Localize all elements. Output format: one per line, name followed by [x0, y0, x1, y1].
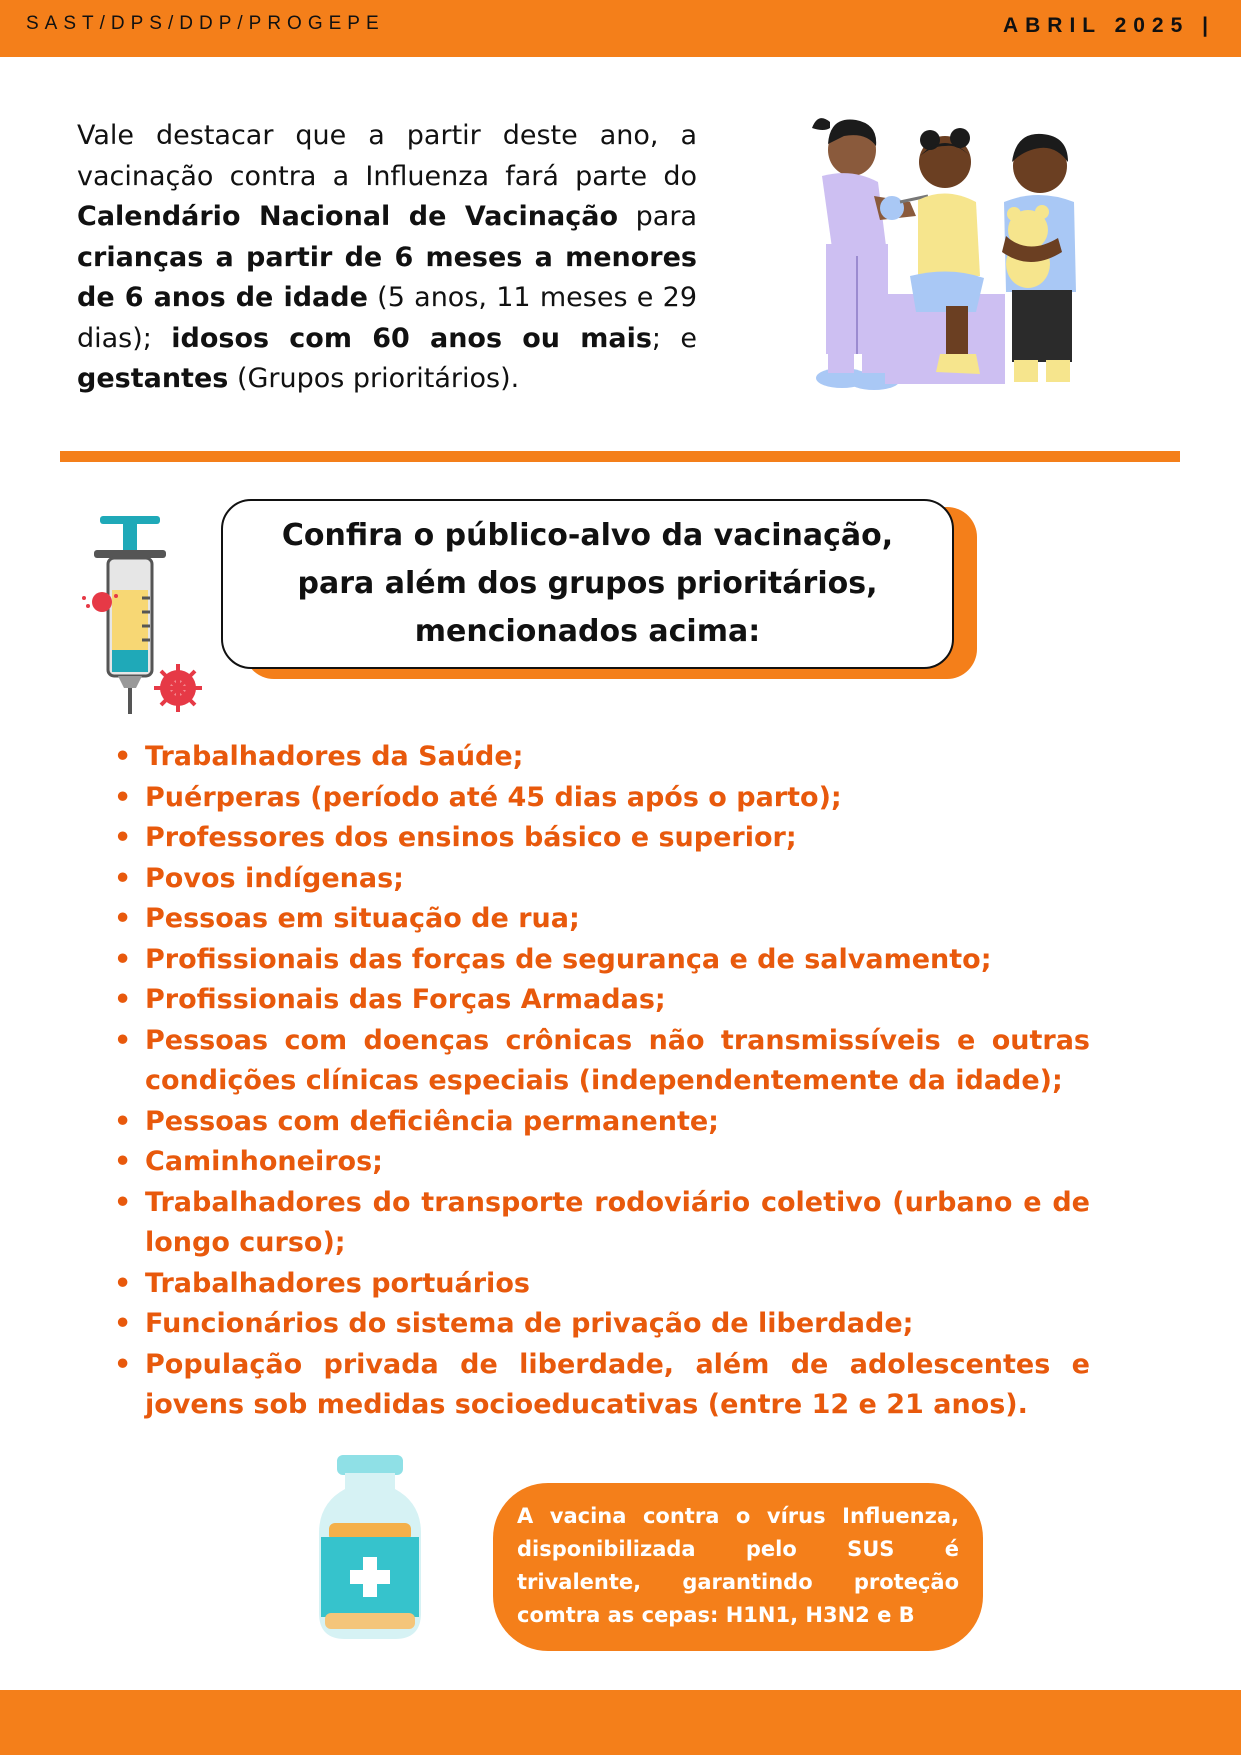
list-item: • Puérperas (período até 45 dias após o parto); — [110, 778, 1090, 819]
section-divider — [60, 451, 1180, 462]
list-item: • Trabalhadores da Saúde; — [110, 737, 1090, 778]
header-department: SAST/DPS/DDP/PROGEPE — [26, 13, 385, 34]
intro-paragraph — [77, 116, 697, 400]
intro-text: (5 anos, 11 meses e 29 dias); — [77, 282, 698, 354]
note-box — [493, 1483, 983, 1651]
list-item: • Funcionários do sistema de privação de liberdade; — [110, 1304, 1090, 1345]
intro-text: (Grupos prioritários). — [228, 363, 520, 394]
list-item: • Pessoas em situação de rua; — [110, 899, 1090, 940]
callout-line: mencionados acima: — [414, 614, 761, 649]
footer-bar — [0, 1690, 1241, 1755]
intro-bold-calendar: Calendário Nacional de Vacinação — [77, 201, 618, 232]
intro-text: Vale destacar que a partir deste ano, a vacinação contra a Influenza fará parte do — [77, 120, 697, 192]
list-item: • Profissionais das Forças Armadas; — [110, 980, 1090, 1021]
list-item: • Povos indígenas; — [110, 859, 1090, 900]
intro-text: ; e — [651, 322, 698, 354]
callout-heading — [282, 512, 893, 656]
target-audience-list — [110, 737, 1090, 1426]
callout-line: para além dos grupos prioritários, — [297, 566, 878, 601]
note-text: A vacina contra o vírus Influenza, disponibilizada pelo SUS é trivalente, garantindo proteção comtra as cepas: H1N1, H3N2 e B — [517, 1504, 959, 1627]
intro-bold-pregnant: gestantes — [77, 363, 229, 394]
header-date: ABRIL 2025 | — [1002, 14, 1215, 37]
children-vaccination-illustration — [770, 106, 1100, 396]
intro-bold-elderly: idosos com 60 anos ou mais — [171, 322, 652, 354]
list-item: • Pessoas com doenças crônicas não transmissíveis e outras condições clínicas especiais (independentemente da idade); — [110, 1021, 1090, 1102]
list-item: • População privada de liberdade, além de adolescentes e jovens sob medidas socioeducativas (entre 12 e 21 anos). — [110, 1345, 1090, 1426]
list-item: • Professores dos ensinos básico e superior; — [110, 818, 1090, 859]
list-item: • Profissionais das forças de segurança e de salvamento; — [110, 940, 1090, 981]
vaccine-bottle-icon — [315, 1453, 425, 1643]
callout-line: Confira o público-alvo da vacinação, — [281, 518, 894, 553]
list-item: • Pessoas com deficiência permanente; — [110, 1102, 1090, 1143]
syringe-icon — [72, 510, 212, 720]
intro-bold-children: crianças a partir de 6 meses a menores de 6 anos de idade — [77, 241, 697, 313]
list-item: • Trabalhadores do transporte rodoviário coletivo (urbano e de longo curso); — [110, 1183, 1090, 1264]
header-bar — [0, 0, 1241, 57]
list-item: • Caminhoneiros; — [110, 1142, 1090, 1183]
intro-text: para — [618, 201, 697, 232]
callout-box — [221, 499, 954, 669]
list-item: • Trabalhadores portuários — [110, 1264, 1090, 1305]
